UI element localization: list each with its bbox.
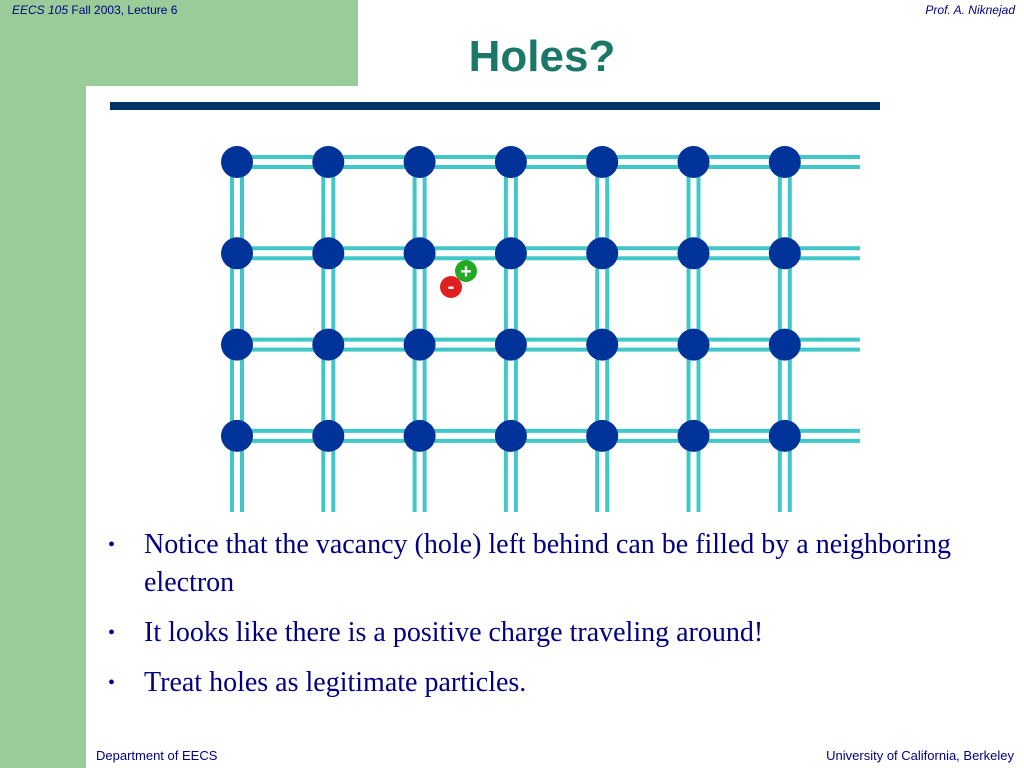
bullet-item xyxy=(104,614,984,652)
bullet-marker: • xyxy=(108,672,116,694)
electron-symbol: - xyxy=(447,276,455,298)
lattice-atom xyxy=(769,146,801,178)
lattice-atom xyxy=(312,329,344,361)
lattice-atom xyxy=(495,146,527,178)
header-author: Prof. A. Niknejad xyxy=(925,3,1015,17)
bullet-text: It looks like there is a positive charge traveling around! xyxy=(144,617,764,648)
bullet-text: Treat holes as legitimate particles. xyxy=(144,667,527,698)
lattice-atom xyxy=(495,420,527,452)
bullet-list xyxy=(104,526,984,714)
lattice-atoms xyxy=(221,146,801,452)
bullet-item xyxy=(104,664,984,702)
lattice-atom xyxy=(678,329,710,361)
lattice-atom xyxy=(495,329,527,361)
hole-symbol: + xyxy=(460,261,472,283)
lattice-atom xyxy=(678,237,710,269)
lattice-atom xyxy=(404,329,436,361)
lattice-atom xyxy=(678,420,710,452)
course-session: Fall 2003, Lecture 6 xyxy=(71,3,178,17)
bullet-marker: • xyxy=(108,534,116,556)
lattice-atom xyxy=(221,329,253,361)
bullet-text: Notice that the vacancy (hole) left behind can be filled by a neighboring electron xyxy=(144,529,952,598)
lattice-atom xyxy=(586,420,618,452)
lattice-atom xyxy=(404,237,436,269)
lattice-atom xyxy=(495,237,527,269)
lattice-atom xyxy=(586,146,618,178)
footer-university: University of California, Berkeley xyxy=(826,748,1014,763)
lattice-atom xyxy=(221,420,253,452)
lattice-atom xyxy=(312,420,344,452)
lattice-atom xyxy=(769,329,801,361)
bullet-marker: • xyxy=(108,622,116,644)
footer-department: Department of EECS xyxy=(96,748,218,763)
slide-title: Holes? xyxy=(468,32,616,81)
charge-carriers xyxy=(440,260,477,298)
lattice-atom xyxy=(404,146,436,178)
lattice-atom xyxy=(769,237,801,269)
bullet-item xyxy=(104,526,984,602)
lattice-atom xyxy=(769,420,801,452)
lattice-atom xyxy=(221,237,253,269)
lattice-atom xyxy=(586,237,618,269)
lattice-atom xyxy=(312,146,344,178)
lattice-atom xyxy=(312,237,344,269)
lattice-atom xyxy=(678,146,710,178)
lattice-atom xyxy=(586,329,618,361)
course-code: EECS 105 xyxy=(12,3,69,17)
lattice-atom xyxy=(221,146,253,178)
lattice-atom xyxy=(404,420,436,452)
